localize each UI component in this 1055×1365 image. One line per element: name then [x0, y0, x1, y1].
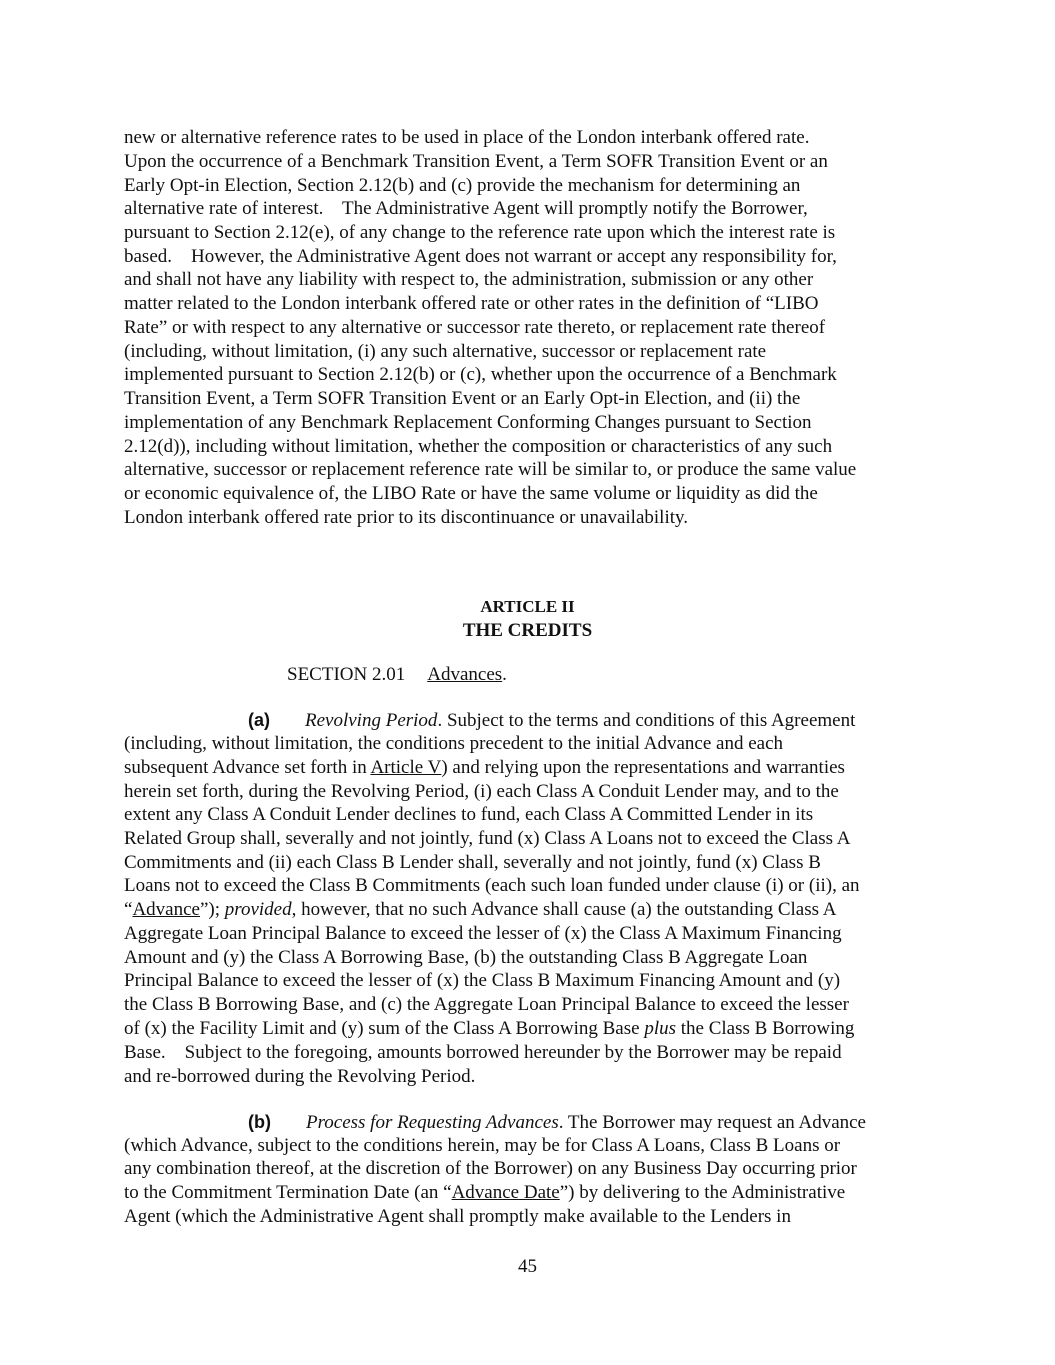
text-line: alternative rate of interest. The Administrative Agent will promptly notify the Borrower,	[124, 198, 808, 219]
text-line: implementation of any Benchmark Replacement Conforming Changes pursuant to Section	[124, 412, 812, 433]
italic-provided: provided	[224, 899, 292, 920]
text-line: Aggregate Loan Principal Balance to exceed the lesser of (x) the Class A Maximum Financing	[124, 923, 842, 944]
text-line	[124, 1181, 845, 1205]
text-line	[124, 898, 836, 922]
text-line: (which Advance, subject to the conditions herein, may be for Class A Loans, Class B Loans or	[124, 1135, 841, 1156]
article-title: THE CREDITS	[462, 620, 593, 641]
text-line: implemented pursuant to Section 2.12(b) or (c), whether upon the occurrence of a Benchmark	[124, 364, 837, 385]
text-line: Related Group shall, severally and not jointly, fund (x) Class A Loans not to exceed the Class A	[124, 828, 851, 849]
subsection-marker: (a)	[248, 710, 270, 730]
text-span: the Class B Borrowing	[676, 1018, 855, 1039]
text-line: Loans not to exceed the Class B Commitments (each such loan funded under clause (i) or (ii), an	[124, 875, 860, 896]
text-line	[124, 756, 845, 780]
text-line: and re-borrowed during the Revolving Period.	[124, 1066, 476, 1087]
subsection-heading: Revolving Period	[305, 710, 438, 731]
section-heading	[287, 663, 507, 687]
italic-plus: plus	[644, 1018, 677, 1039]
text-span: to the Commitment Termination Date (an “	[124, 1182, 452, 1203]
text-line: 2.12(d)), including without limitation, whether the composition or characteristics of any such	[124, 436, 833, 457]
page-number: 45	[518, 1256, 537, 1277]
text-line: London interbank offered rate prior to its discontinuance or unavailability.	[124, 507, 689, 528]
text-line: the Class B Borrowing Base, and (c) the Aggregate Loan Principal Balance to exceed the lesser	[124, 994, 849, 1015]
text-span: “	[124, 899, 133, 920]
defined-term-advance-date: Advance Date	[451, 1182, 560, 1203]
text-line: matter related to the London interbank offered rate or other rates in the definition of “LIBO	[124, 293, 819, 314]
text-span: . The Borrower may request an Advance	[558, 1112, 866, 1133]
text-span: ”) by delivering to the Administrative	[559, 1182, 846, 1203]
subsection-a-first-line	[248, 708, 855, 732]
section-title: Advances	[427, 664, 503, 685]
article-v-reference: Article V	[370, 757, 442, 778]
defined-term-advance: Advance	[132, 899, 200, 920]
section-label: SECTION 2.01	[287, 664, 406, 685]
text-span: of (x) the Facility Limit and (y) sum of the Class A Borrowing Base	[124, 1018, 645, 1039]
text-line: based. However, the Administrative Agent does not warrant or accept any responsibility for,	[124, 246, 837, 267]
text-line: Base. Subject to the foregoing, amounts borrowed hereunder by the Borrower may be repaid	[124, 1042, 842, 1063]
text-line: Early Opt-in Election, Section 2.12(b) and (c) provide the mechanism for determining an	[124, 175, 801, 196]
text-line: pursuant to Section 2.12(e), of any change to the reference rate upon which the interest rate is	[124, 222, 836, 243]
text-span: , however, that no such Advance shall cause (a) the outstanding Class A	[291, 899, 837, 920]
text-line: Rate” or with respect to any alternative or successor rate thereto, or replacement rate thereof	[124, 317, 826, 338]
text-line: Agent (which the Administrative Agent shall promptly make available to the Lenders in	[124, 1206, 791, 1227]
text-span: subsequent Advance set forth in	[124, 757, 371, 778]
text-line: and shall not have any liability with respect to, the administration, submission or any other	[124, 269, 814, 290]
text-span: ”);	[199, 899, 225, 920]
text-line: herein set forth, during the Revolving Period, (i) each Class A Conduit Lender may, and to the	[124, 781, 839, 802]
subsection-marker: (b)	[248, 1112, 271, 1132]
text-line: (including, without limitation, (i) any such alternative, successor or replacement rate	[124, 341, 767, 362]
subsection-heading: Process for Requesting Advances	[305, 1112, 559, 1133]
article-number: ARTICLE II	[480, 597, 575, 616]
text-line: new or alternative reference rates to be used in place of the London interbank offered rate.	[124, 127, 810, 148]
text-line: Principal Balance to exceed the lesser of (x) the Class B Maximum Financing Amount and (y)	[124, 970, 841, 991]
text-line: Amount and (y) the Class A Borrowing Base, (b) the outstanding Class B Aggregate Loan	[124, 947, 808, 968]
text-line: or economic equivalence of, the LIBO Rate or have the same volume or liquidity as did the	[124, 483, 818, 504]
text-line: alternative, successor or replacement reference rate will be similar to, or produce the same value	[124, 459, 857, 480]
text-line: Commitments and (ii) each Class B Lender shall, severally and not jointly, fund (x) Class B	[124, 852, 821, 873]
text-line: any combination thereof, at the discretion of the Borrower) on any Business Day occurring prior	[124, 1158, 857, 1179]
text-line: Upon the occurrence of a Benchmark Transition Event, a Term SOFR Transition Event or an	[124, 151, 828, 172]
text-line	[124, 1017, 854, 1041]
text-span: . Subject to the terms and conditions of this Agreement	[437, 710, 856, 731]
text-line: extent any Class A Conduit Lender declines to fund, each Class A Committed Lender in its	[124, 804, 814, 825]
text-line: Transition Event, a Term SOFR Transition Event or an Early Opt-in Election, and (ii) the	[124, 388, 801, 409]
section-trailing: .	[502, 664, 507, 685]
subsection-b-first-line	[248, 1110, 866, 1134]
text-span: ) and relying upon the representations and warranties	[441, 757, 845, 778]
text-line: (including, without limitation, the conditions precedent to the initial Advance and each	[124, 733, 784, 754]
